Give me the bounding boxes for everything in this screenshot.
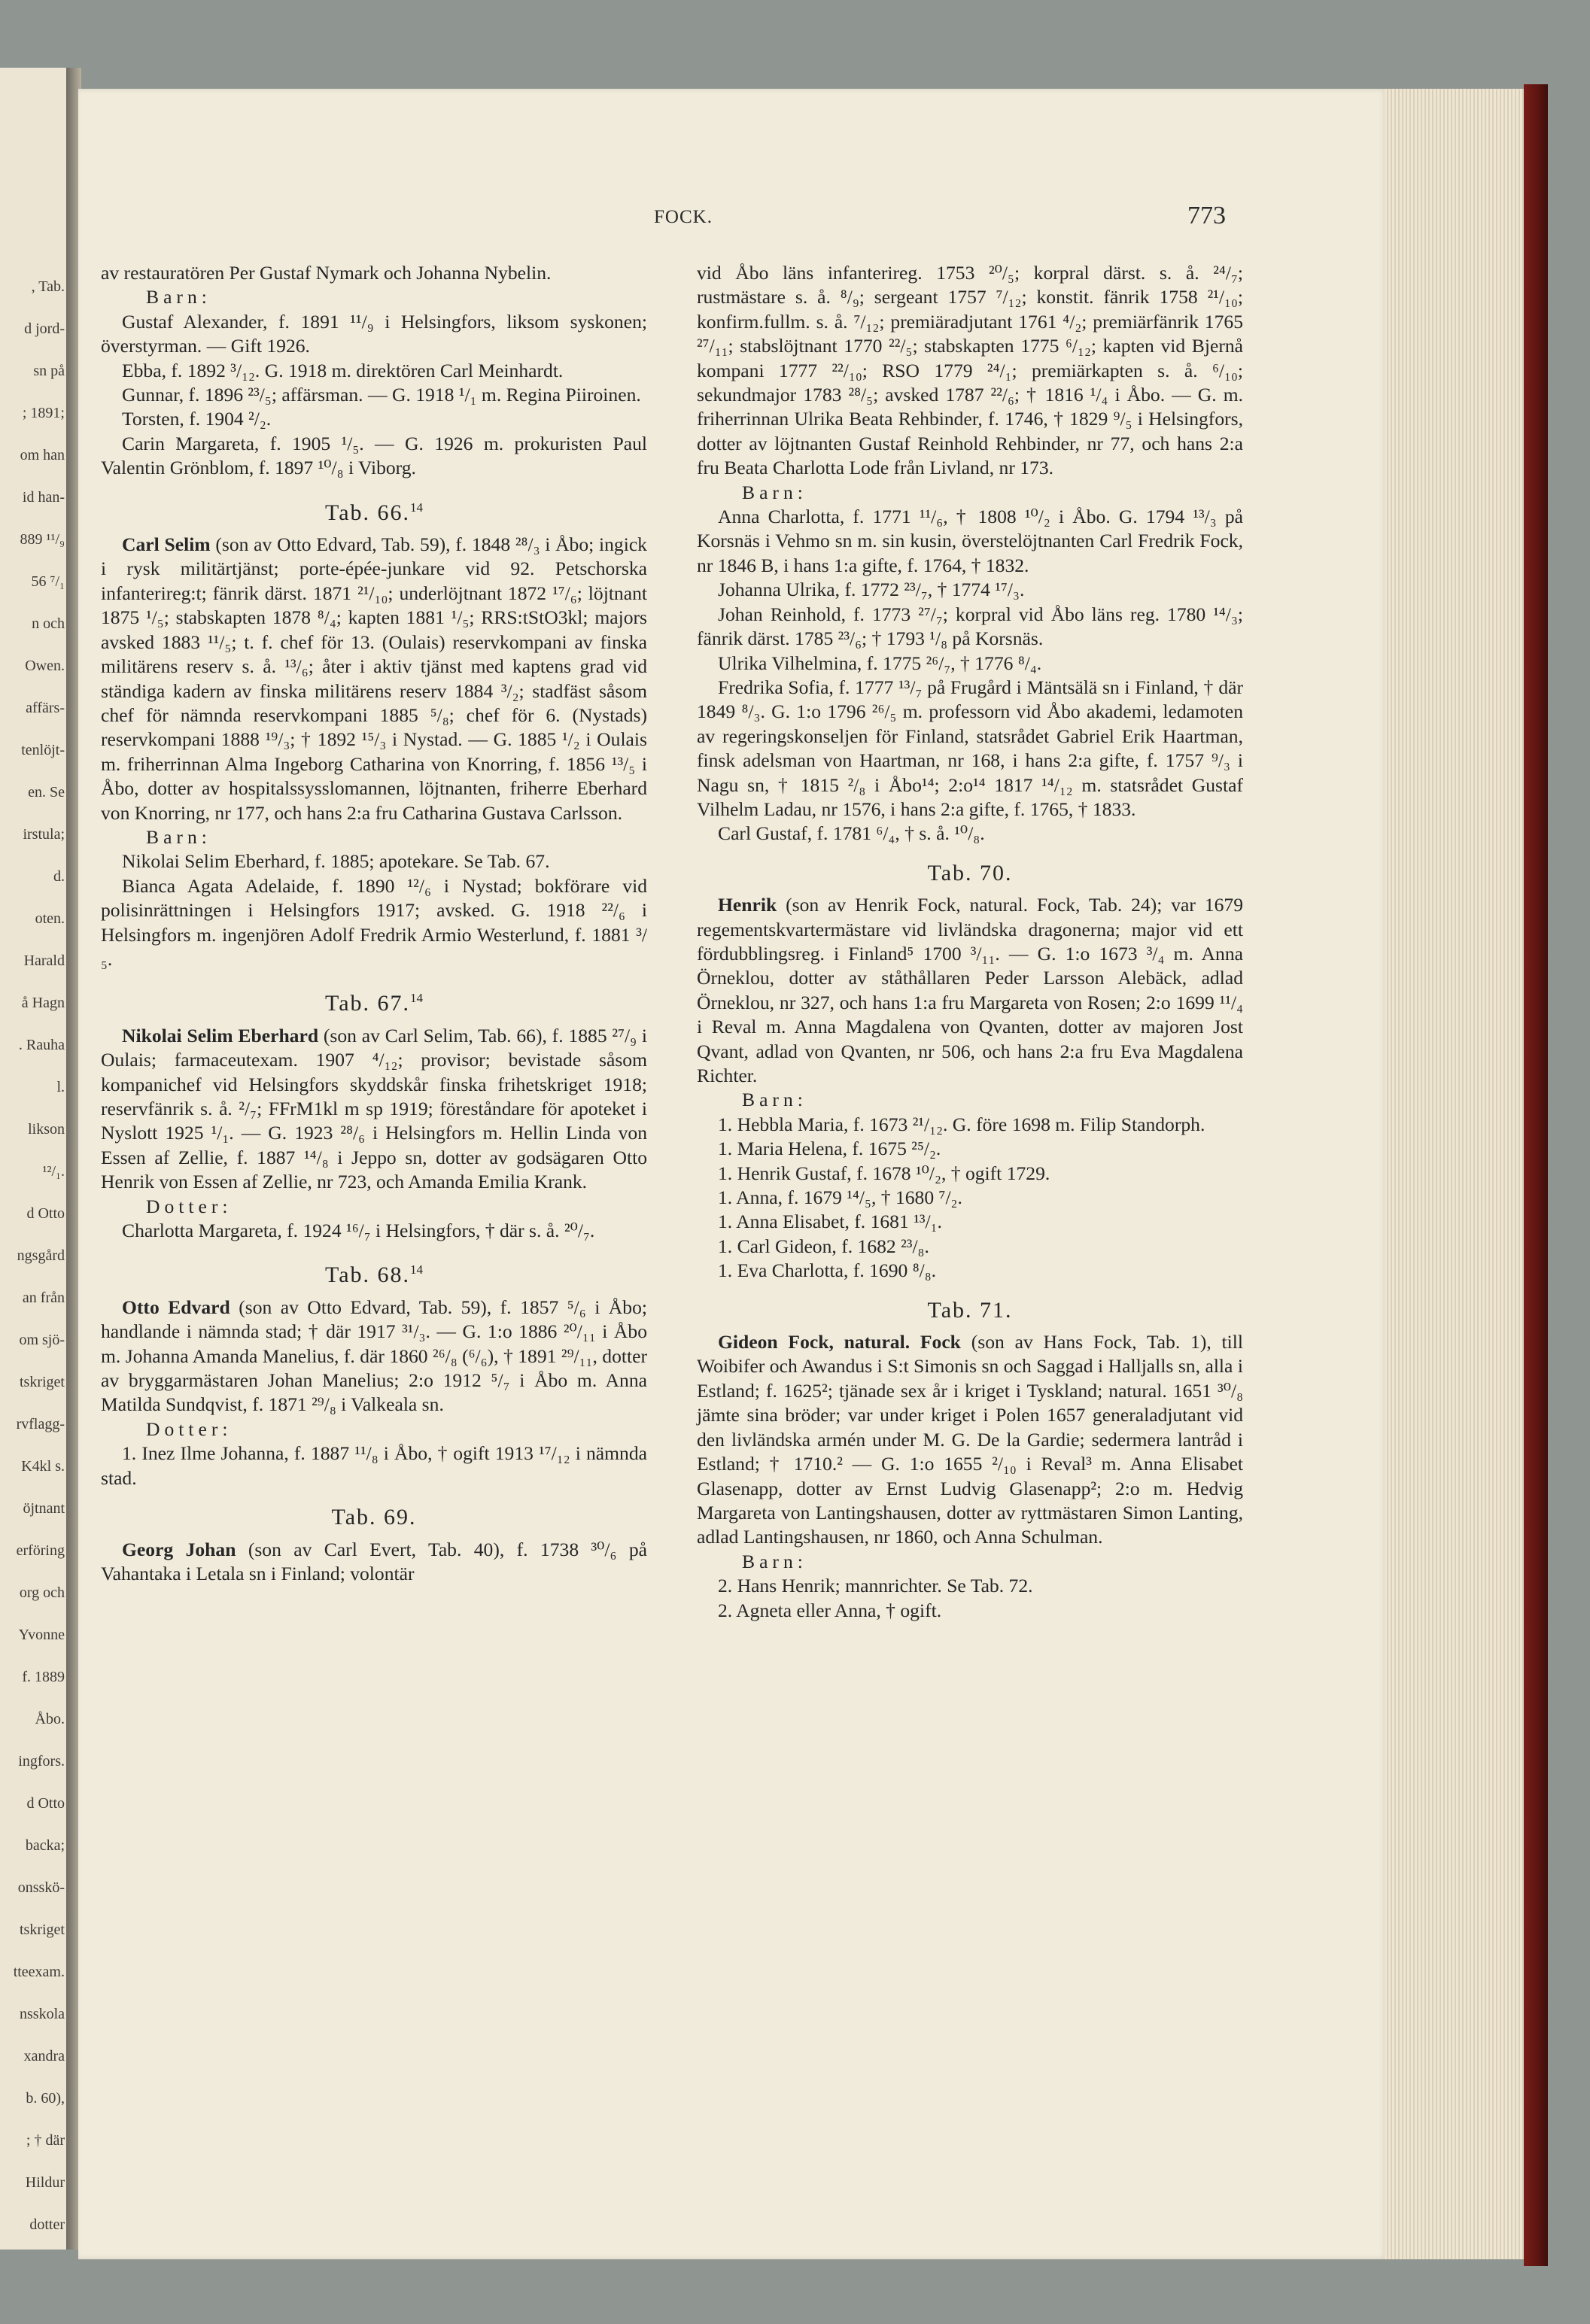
margin-fragment: Åbo. [35, 1711, 65, 1727]
table-heading-text: Tab. 70. [927, 860, 1013, 886]
section-label: Barn: [146, 825, 211, 848]
section-label: Dotter: [146, 1417, 233, 1440]
child-entry: Fredrika Sofia, f. 1777 ¹³/₇ på Frugård i Mäntsälä sn i Finland, † där 1849 ⁸/₃. G. 1:o 1796 ²⁶/₅ m. professorn vid Åbo akademi, ledamoten av regeringskonseljen för Finland, statsrådet Gabriel Erik Haartman, finsk adelsman von Haartman, nr 168, i hans 2:a gifte, f. 1757 ⁹/₃ i Nagu sn, † 1815 ²/₈ i Åbo¹⁴; 2:o¹⁴ 1817 ¹⁴/₁₂ m. statsrådet Gustaf Vilhelm Ladau, nr 1576, i hans 2:a gifte, f. 1765, † 1833. [697, 676, 1243, 820]
person-name: Gideon Fock, natural. Fock [718, 1331, 961, 1353]
table-heading [697, 1299, 1243, 1323]
person-entry [697, 893, 1243, 1088]
person-name: Georg Johan [122, 1538, 236, 1560]
table-heading [697, 861, 1243, 886]
person-description: (son av Carl Selim, Tab. 66), f. 1885 ²⁷/₉ i Oulais; farmaceutexam. 1907 ⁴/₁₂; provisor; bevistade såsom kompanichef vid Helsingfors skyddskår finska frihetskriget 1918; reservfänrik s. å. ²/₇; FFrM1kl m sp 1919; föreståndare för apoteket i Nyslott 1925 ¹/₁. — G. 1923 ²⁸/₆ i Helsingfors m. Hellin Linda von Essen af Zellie, f. 1887 ¹⁴/₈ i Jeppo sn, dotter av godsägaren Otto Henrik von Essen af Zellie, nr 723, och Amanda Emilia Krank. [101, 1024, 647, 1193]
margin-fragment: tskriget [20, 1374, 65, 1390]
child-entry: Carin Margareta, f. 1905 ¹/₅. — G. 1926 m. prokuristen Paul Valentin Grönblom, f. 1897 ¹⁰/₈ i Viborg. [101, 432, 647, 479]
person-entry [697, 1330, 1243, 1550]
footnote-ref: 14 [410, 500, 424, 515]
person-description: (son av Otto Edvard, Tab. 59), f. 1857 ⁵/₆ i Åbo; handlande i nämnda stad; † där 1917 ³¹/₃. — G. 1:o 1886 ²⁰/₁₁ i Åbo m. Johanna Amanda Manelius, f. där 1860 ²⁶/₈ (⁶/₆), † 1891 ²⁹/₁₁, dotter av bryggarmästaren Johan Manelius; 2:o 1912 ⁵/₇ i Åbo m. Anna Matilda Sundqvist, f. 1871 ²⁹/₈ i Valkeala sn. [101, 1296, 647, 1416]
margin-fragment: affärs- [26, 700, 65, 716]
margin-fragment: rvflagg- [16, 1416, 65, 1432]
margin-fragment: K4kl s. [21, 1458, 65, 1475]
child-entry: 1. Maria Helena, f. 1675 ²⁵/₂. [718, 1138, 941, 1160]
table-heading [101, 1505, 647, 1530]
child-entry: 1. Eva Charlotta, f. 1690 ⁸/₈. [718, 1259, 937, 1282]
margin-fragment: d Otto [26, 1205, 65, 1222]
margin-fragment: erföring [16, 1542, 65, 1559]
continued-text: vid Åbo läns infanterireg. 1753 ²⁰/₅; korpral därst. s. å. ²⁴/₇; rustmästare s. å. ⁸/₉; sergeant 1757 ⁷/₁₂; konstit. fänrik 1758 ²¹/₁₀; konfirm.fullm. s. å. ⁷/₁₂; premiäradjutant 1761 ⁴/₂; premiärfänrik 1765 ²⁷/₁₁; stabslöjtnant 1770 ²²/₅; stabskapten 1775 ⁶/₁₂; kapten vid Bjernå kompani 1777 ²²/₁₀; RSO 1779 ²⁴/₁; premiärkapten s. å. ⁶/₁₀; sekundmajor 1783 ²⁸/₅; avsked 1787 ²²/₆; † 1816 ¹/₄ i Åbo. — G. m. friherrinnan Ulrika Beata Rehbinder, f. 1746, † 1829 ⁹/₅ i Helsingfors, dotter av löjtnanten Gustaf Reinhold Rehbinder, nr 77, och hans 2:a fru Beata Charlotta Lode från Livland, nr 173. [697, 262, 1243, 479]
person-entry [101, 1538, 647, 1587]
person-description: (son av Hans Fock, Tab. 1), till Woibifer och Awandus i S:t Simonis sn och Saggad i Halljalls sn, alla i Estland; f. 1625²; tjänade sex år i kriget i Tyskland; natural. 1651 ³⁰/₈ jämte sina bröder; var under kriget i Polen 1657 generaladjutant vid den livländska armén under M. G. De la Gardie; sedermera lantråd i Estland; † 1710.² — G. 1:o 1655 ²/₁₀ i Reval³ m. Anna Elisabet Glasenapp, dotter av Ernst Ludvig Glasenapp²; 2:o m. Hedvig Margareta von Lantingshausen, dotter av ryttmästaren Simon Lanting, adlad Lantingshausen, nr 1860, och Anna Schulman. [697, 1331, 1243, 1548]
margin-fragment: om sjö- [19, 1332, 65, 1348]
margin-fragment: id han- [22, 489, 65, 506]
margin-fragment: om han [20, 447, 65, 463]
margin-fragment: . Rauha [18, 1037, 65, 1053]
person-name: Otto Edvard [122, 1296, 230, 1318]
table-heading-text: Tab. 71. [927, 1297, 1013, 1323]
margin-fragment: tskriget [20, 1921, 65, 1938]
child-entry: Torsten, f. 1904 ²/₂. [122, 408, 272, 430]
child-entry: 1. Henrik Gustaf, f. 1678 ¹⁰/₂, † ogift 1729. [718, 1162, 1050, 1184]
facing-left-page [0, 68, 70, 2250]
margin-fragment: Harald [23, 952, 65, 969]
child-entry: 1. Inez Ilme Johanna, f. 1887 ¹¹/₈ i Åbo, † ogift 1913 ¹⁷/₁₂ i nämnda stad. [101, 1442, 647, 1489]
footnote-ref: 14 [410, 991, 424, 1006]
child-entry: Gunnar, f. 1896 ²³/₅; affärsman. — G. 1918 ¹/₁ m. Regina Piiroinen. [122, 384, 641, 406]
table-heading [101, 496, 647, 525]
person-description: (son av Otto Edvard, Tab. 59), f. 1848 ²⁸/₃ i Åbo; ingick i rysk militärtjänst; porte-épée-junkare vid 92. Petschorska infanterireg:t; fänrik därst. 1871 ²¹/₁₀; underlöjtnant 1872 ¹⁷/₆; löjtnant 1875 ¹/₅; stabskapten 1878 ⁸/₄; kapten 1881 ¹/₅; RRS:tStO3kl; majors avsked 1883 ¹¹/₅; t. f. chef för 13. (Oulais) reservkompani av finska militärens reserv s. å. ¹³/₆; åter i aktiv tjänst med kaptens grad vid ständiga kadern av finska militärens reserv 1884 ³/₂; stadfäst såsom chef för nämnda reservkompani 1885 ⁵/₈; chef för 6. (Nystads) reservkompani 1888 ¹⁹/₃; † 1892 ¹⁵/₃ i Nystad. — G. 1885 ¹/₂ i Oulais m. friherrinnan Alma Ingeborg Catharina von Knorring, f. 1856 ¹³/₅ i Åbo, dotter av hospitalssysslomannen, löjtnanten, friherre Eberhard von Knorring, nr 177, och hans 2:a fru Catharina Gustava Carlsson. [101, 533, 647, 824]
margin-fragment: en. Se [28, 784, 65, 800]
running-header: FOCK. [654, 207, 713, 227]
page-number: 773 [1187, 202, 1226, 229]
margin-fragment: , Tab. [31, 278, 65, 295]
margin-fragment: ngsgård [17, 1247, 65, 1264]
margin-fragment: xandra [23, 2048, 65, 2064]
margin-fragment: ; 1891; [22, 405, 65, 421]
continued-text: av restauratören Per Gustaf Nymark och Johanna Nybelin. [101, 262, 552, 284]
person-name: Henrik [718, 894, 777, 916]
child-entry: Ebba, f. 1892 ³/₁₂. G. 1918 m. direktören Carl Meinhardt. [122, 359, 564, 381]
margin-fragment: d jord- [24, 320, 65, 337]
margin-fragment: nsskola [20, 2006, 65, 2022]
child-entry: 1. Anna Elisabet, f. 1681 ¹³/₁. [718, 1211, 942, 1233]
margin-fragment: org och [19, 1584, 65, 1601]
child-entry: 1. Carl Gideon, f. 1682 ²³/₈. [718, 1235, 929, 1257]
margin-fragment: dotter [29, 2216, 65, 2233]
margin-fragment: å Hagn [21, 995, 65, 1011]
margin-fragment: d. [53, 868, 65, 885]
person-description: (son av Henrik Fock, natural. Fock, Tab. 24); var 1679 regementskvartermästare vid livländska dragonerna; major vid ett fördubblingsreg. i Finland⁵ 1700 ³/₁₁. — G. 1:o 1673 ³/₄ m. Anna Örneklou, dotter av ståthållaren Peder Larsson Alebäck, adlad Örneklou, nr 327, och hans 1:a fru Margareta von Rosen; 2:o 1699 ¹¹/₄ i Reval m. Anna Magdalena von Qvanten, dotter av majoren Jost Qvant, adlad von Qvanten, nr 506, och hans 2:a fru Eva Magdalena Richter. [697, 894, 1243, 1086]
section-label: Barn: [742, 1089, 807, 1111]
section-label: Barn: [146, 286, 211, 308]
child-entry: 1. Anna, f. 1679 ¹⁴/₅, † 1680 ⁷/₂. [718, 1186, 962, 1209]
margin-fragment: b. 60), [26, 2090, 65, 2107]
margin-fragment: d Otto [26, 1795, 65, 1812]
margin-fragment: 56 ⁷/₁ [31, 573, 65, 590]
margin-fragment: ingfors. [18, 1753, 65, 1770]
person-entry [101, 1024, 647, 1195]
person-entry [101, 533, 647, 825]
margin-fragment: l. [56, 1079, 65, 1095]
footnote-ref: 14 [410, 1262, 424, 1277]
table-heading [101, 1258, 647, 1287]
person-name: Carl Selim [122, 533, 211, 556]
right-column [697, 261, 1243, 1623]
margin-fragment: oten. [35, 910, 65, 927]
margin-fragment: 889 ¹¹/₉ [20, 531, 65, 548]
child-entry: Anna Charlotta, f. 1771 ¹¹/₆, † 1808 ¹⁰/₂ i Åbo. G. 1794 ¹³/₃ på Korsnäs i Vehmo sn m. sin kusin, överstelöjtnanten Carl Fredrik Fock, nr 1846 B, i hans 1:a gifte, f. 1764, † 1832. [697, 506, 1243, 576]
child-entry: Charlotta Margareta, f. 1924 ¹⁶/₇ i Helsingfors, † där s. å. ²⁰/₇. [122, 1220, 595, 1242]
margin-fragment: an från [22, 1290, 65, 1306]
table-heading-text: Tab. 68. [324, 1262, 411, 1288]
section-label: Dotter: [146, 1195, 233, 1217]
child-entry: Nikolai Selim Eberhard, f. 1885; apotekare. Se Tab. 67. [122, 850, 550, 873]
margin-fragment: irstula; [23, 826, 65, 843]
margin-fragment: n och [32, 615, 65, 632]
person-description: (son av Carl Evert, Tab. 40), f. 1738 ³⁰/₆ på Vahantaka i Letala sn i Finland; volontär [101, 1538, 647, 1584]
child-entry: Gustaf Alexander, f. 1891 ¹¹/₉ i Helsingfors, liksom syskonen; överstyrman. — Gift 1926. [101, 310, 647, 357]
table-heading-text: Tab. 66. [324, 500, 411, 525]
margin-fragment: likson [28, 1121, 65, 1138]
child-entry: 2. Agneta eller Anna, † ogift. [718, 1599, 942, 1621]
margin-fragment: tenlöjt- [21, 742, 65, 758]
table-heading [101, 986, 647, 1016]
margin-fragment: Owen. [25, 658, 65, 674]
child-entry: Ulrika Vilhelmina, f. 1775 ²⁶/₇, † 1776 ⁸/₄. [718, 652, 1042, 674]
child-entry: Bianca Agata Adelaide, f. 1890 ¹²/₆ i Nystad; bokförare vid polisinrättningen i Helsingfors 1917; avsked. G. 1918 ²²/₆ i Helsingfors m. ingenjören Adolf Fredrik Armio Westerlund, f. 1881 ³/₅. [101, 874, 647, 970]
section-label: Barn: [742, 1550, 807, 1572]
margin-fragment: sn på [33, 363, 65, 379]
margin-fragment: backa; [25, 1837, 65, 1854]
margin-fragment: ; † där [26, 2132, 65, 2149]
margin-fragment: f. 1889 [22, 1669, 65, 1685]
person-name: Nikolai Selim Eberhard [122, 1024, 319, 1047]
margin-fragment: Yvonne [18, 1627, 65, 1643]
section-label: Barn: [742, 481, 807, 503]
margin-fragment: öjtnant [23, 1500, 65, 1517]
margin-fragment: Hildur [25, 2174, 65, 2191]
margin-fragment: onsskö- [17, 1879, 65, 1896]
child-entry: 2. Hans Henrik; mannrichter. Se Tab. 72. [718, 1575, 1033, 1597]
left-column [101, 261, 647, 1586]
margin-fragment: tteexam. [13, 1964, 65, 1980]
margin-fragment: ¹²/₁. [42, 1163, 65, 1180]
child-entry: Carl Gustaf, f. 1781 ⁶/₄, † s. å. ¹⁰/₈. [718, 822, 985, 845]
child-entry: Johanna Ulrika, f. 1772 ²³/₇, † 1774 ¹⁷/₃. [718, 579, 1025, 601]
book-cover-edge [1524, 84, 1548, 2266]
table-heading-text: Tab. 69. [331, 1505, 417, 1530]
child-entry: Johan Reinhold, f. 1773 ²⁷/₇; korpral vid Åbo läns reg. 1780 ¹⁴/₃; fänrik därst. 1785 ²³/₆; † 1793 ¹/₈ på Korsnäs. [697, 603, 1243, 650]
person-entry [101, 1296, 647, 1417]
table-heading-text: Tab. 67. [324, 991, 411, 1016]
child-entry: 1. Hebbla Maria, f. 1673 ²¹/₁₂. G. före 1698 m. Filip Standorph. [718, 1113, 1205, 1135]
page-edges [1385, 89, 1531, 2259]
